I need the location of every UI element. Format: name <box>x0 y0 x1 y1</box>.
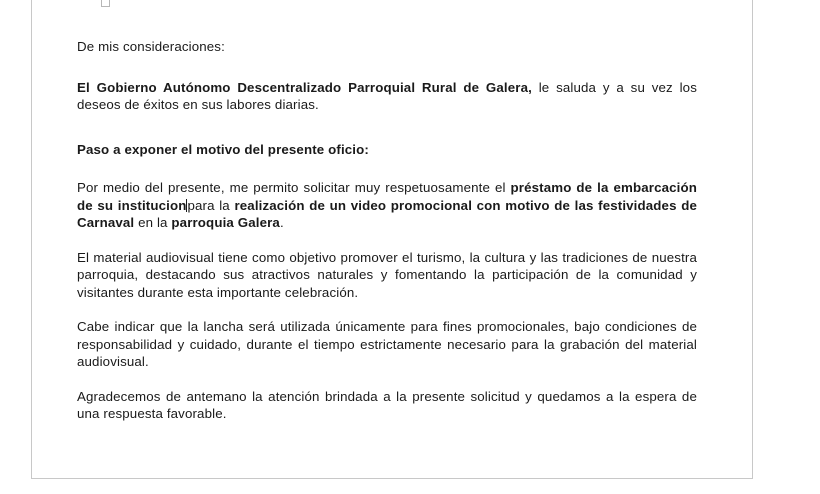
margin-marker-icon <box>101 0 110 7</box>
page-gutter-left <box>0 0 31 494</box>
page-gutter-right <box>754 0 820 494</box>
text-run: Agradecemos de antemano la atención brindada a la presente solicitud y quedamos a la espera de una respuesta favorable. <box>77 388 697 421</box>
text-run: le saluda y a su vez los deseos de éxitos en sus labores diarias. <box>77 79 697 112</box>
text-run-bold: préstamo de la embarcación de su institucion <box>77 180 697 213</box>
text-run: Por medio del presente, me permito solicitar muy respetuosamente el <box>77 180 511 195</box>
text-run: para la <box>187 197 235 213</box>
paragraph-request <box>77 179 697 232</box>
text-run-bold: parroquia Galera <box>171 215 280 230</box>
paragraph-objective <box>77 249 697 302</box>
paragraph-closing <box>77 388 697 423</box>
text-run: en la <box>134 215 172 230</box>
page-bottom-spacer <box>0 479 820 494</box>
text-run-bold: El Gobierno Autónomo Descentralizado Parroquial Rural de Galera, <box>77 79 532 95</box>
paragraph-greeting <box>77 38 697 56</box>
document-page-sheet[interactable] <box>31 0 753 479</box>
paragraph-heading <box>77 141 697 159</box>
text-run: . <box>279 215 284 230</box>
text-run-bold: realización de un video promocional con motivo de las festividades de Carnaval <box>77 197 697 230</box>
paragraph-salutation <box>77 79 697 114</box>
text-run-bold: Paso a exponer el motivo del presente oficio: <box>77 141 369 157</box>
text-run: De mis consideraciones: <box>77 39 225 54</box>
document-text-body[interactable] <box>77 38 697 440</box>
text-run: El material audiovisual tiene como objetivo promover el turismo, la cultura y las tradiciones de nuestra parroquia, destacando sus atractivos naturales y fomentando la participación de la comunidad y visitantes durante esta importante celebración. <box>77 249 697 300</box>
text-run: Cabe indicar que la lancha será utilizada únicamente para fines promocionales, bajo condiciones de responsabilidad y cuidado, durante el tiempo estrictamente necesario para la grabación del material audiovisual. <box>77 319 697 369</box>
paragraph-conditions <box>77 318 697 371</box>
